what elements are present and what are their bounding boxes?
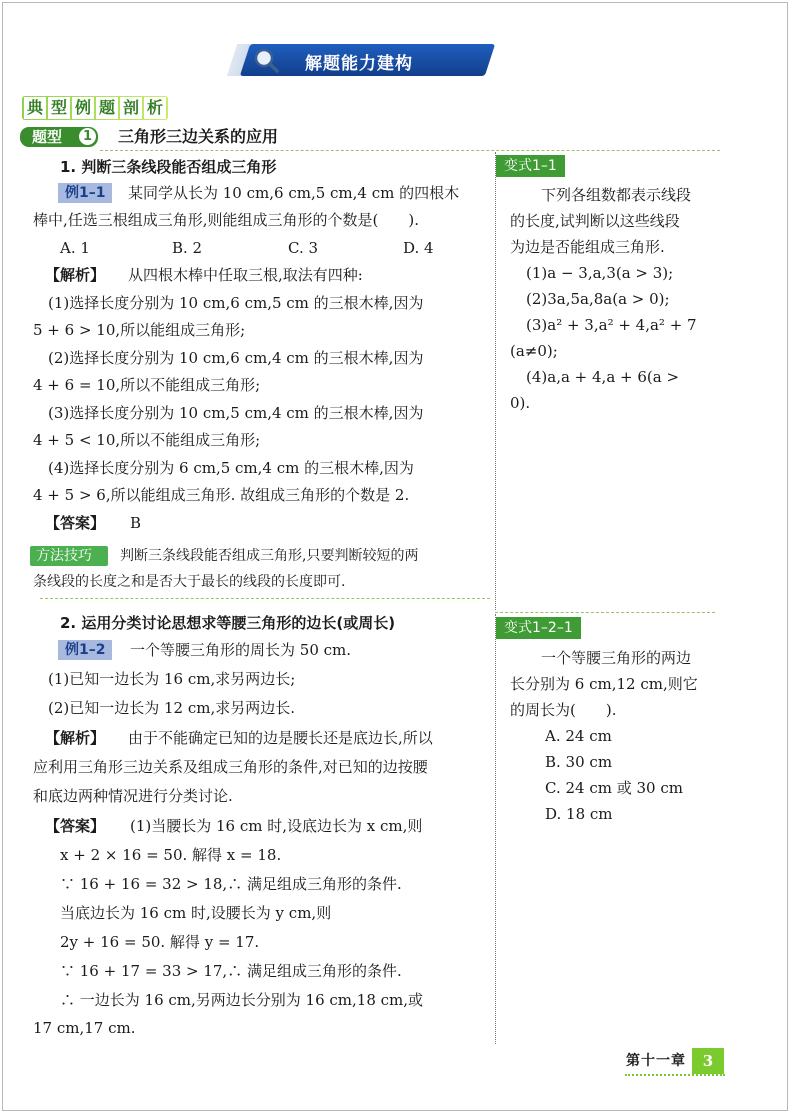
part1-subtitle: 1. 判断三条线段能否组成三角形: [60, 158, 277, 176]
section-heading: [22, 96, 168, 120]
tip-line: 判断三条线段能否组成三角形,只要判断较短的两: [120, 548, 419, 564]
analysis-line: 和底边两种情况进行分类讨论.: [33, 787, 233, 805]
answer-line: 17 cm,17 cm.: [33, 1019, 136, 1037]
topic-title: 三角形三边关系的应用: [118, 127, 279, 146]
option: B. 30 cm: [545, 753, 613, 771]
header-title: 解题能力建构: [305, 54, 413, 74]
variant-line: 长分别为 6 cm,12 cm,则它: [510, 675, 698, 693]
question-line: 棒中,任选三根组成三角形,则能组成三角形的个数是( ).: [33, 211, 420, 229]
option: D. 4: [403, 239, 434, 257]
variant-line: 的周长为( ).: [510, 701, 617, 719]
answer-line: ∵ 16 + 16 = 32 > 18,∴ 满足组成三角形的条件.: [60, 875, 402, 893]
analysis-label: 【解析】: [45, 266, 106, 284]
section-char: 型: [48, 97, 70, 119]
answer-line: 2y + 16 = 50. 解得 y = 17.: [60, 933, 260, 951]
analysis-line: (1)选择长度分别为 10 cm,6 cm,5 cm 的三根木棒,因为: [48, 294, 424, 312]
part2-subtitle: 2. 运用分类讨论思想求等腰三角形的边长(或周长): [60, 614, 396, 632]
answer-line: 当底边长为 16 cm 时,设腰长为 y cm,则: [60, 904, 332, 922]
answer-line: ∵ 16 + 17 = 33 > 17,∴ 满足组成三角形的条件.: [60, 962, 402, 980]
question-text: 一个等腰三角形的周长为 50 cm.: [130, 641, 352, 659]
tip-label: 方法技巧: [30, 546, 108, 566]
answer-label: 【答案】: [45, 514, 106, 532]
variant-line: 一个等腰三角形的两边: [541, 649, 692, 667]
analysis-line: (2)选择长度分别为 10 cm,6 cm,4 cm 的三根木棒,因为: [48, 349, 424, 367]
answer-line: x + 2 × 16 = 50. 解得 x = 18.: [60, 846, 282, 864]
variant-line: (2)3a,5a,8a(a > 0);: [526, 290, 670, 308]
section-char: 例: [72, 97, 94, 119]
question-line: 某同学从长为 10 cm,6 cm,5 cm,4 cm 的四根木: [128, 184, 460, 202]
analysis-line: (3)选择长度分别为 10 cm,5 cm,4 cm 的三根木棒,因为: [48, 404, 424, 422]
analysis-line: 由于不能确定已知的边是腰长还是底边长,所以: [128, 729, 433, 747]
footer-rule: [625, 1074, 725, 1076]
option: B. 2: [172, 239, 203, 257]
option: C. 3: [288, 239, 319, 257]
analysis-text: 从四根木棒中任取三根,取法有四种:: [128, 266, 363, 284]
section-char: 题: [96, 97, 118, 119]
variant-line: (3)a² + 3,a² + 4,a² + 7: [526, 316, 697, 334]
variant-line: (4)a,a + 4,a + 6(a >: [526, 368, 680, 386]
option: A. 1: [60, 239, 90, 257]
variant-line: 的长度,试判断以这些线段: [510, 212, 680, 230]
variant-line: (1)a − 3,a,3(a > 3);: [526, 264, 674, 282]
example-label: 例1–2: [58, 640, 112, 660]
variant-line: 为边是否能组成三角形.: [510, 238, 665, 256]
topic-number: 1: [79, 128, 96, 145]
option: A. 24 cm: [545, 727, 612, 745]
analysis-line: 5 + 6 > 10,所以能组成三角形;: [33, 321, 246, 339]
analysis-line: (4)选择长度分别为 6 cm,5 cm,4 cm 的三根木棒,因为: [48, 459, 414, 477]
chapter-label: 第十一章: [626, 1053, 686, 1069]
section-char: 析: [144, 97, 166, 119]
topic-tag-label: 题型: [32, 128, 63, 146]
variant-line: (a≠0);: [510, 342, 558, 360]
example-label: 例1–1: [58, 183, 112, 203]
variant-line: 下列各组数都表示线段: [541, 186, 692, 204]
option: D. 18 cm: [545, 805, 613, 823]
analysis-line: 4 + 5 > 6,所以能组成三角形. 故组成三角形的个数是 2.: [33, 486, 410, 504]
question-line: (2)已知一边长为 12 cm,求另两边长.: [48, 699, 296, 717]
section-char: 剖: [120, 97, 142, 119]
variant-line: 0).: [510, 394, 531, 412]
analysis-line: 应利用三角形三边关系及组成三角形的条件,对已知的边按腰: [33, 758, 428, 776]
divider: [495, 612, 715, 613]
column-divider: [495, 152, 496, 610]
answer-line: ∴ 一边长为 16 cm,另两边长分别为 16 cm,18 cm,或: [60, 991, 424, 1009]
variant-label: 变式1–1: [496, 155, 565, 177]
question-line: (1)已知一边长为 16 cm,求另两边长;: [48, 670, 296, 688]
answer-line: (1)当腰长为 16 cm 时,设底边长为 x cm,则: [130, 817, 423, 835]
option: C. 24 cm 或 30 cm: [545, 779, 683, 797]
magnifier-icon: [252, 46, 280, 74]
tip-line: 条线段的长度之和是否大于最长的线段的长度即可.: [33, 574, 346, 590]
analysis-line: 4 + 5 < 10,所以不能组成三角形;: [33, 431, 261, 449]
section-char: 典: [24, 97, 46, 119]
topic-tag: [20, 127, 98, 147]
analysis-line: 4 + 6 = 10,所以不能组成三角形;: [33, 376, 261, 394]
divider: [40, 598, 490, 599]
page-number: 3: [692, 1048, 724, 1074]
divider: [100, 150, 720, 151]
answer-value: B: [130, 514, 142, 532]
answer-label: 【答案】: [45, 817, 106, 835]
analysis-label: 【解析】: [45, 729, 106, 747]
column-divider: [495, 614, 496, 1044]
variant-label: 变式1–2–1: [496, 617, 581, 639]
